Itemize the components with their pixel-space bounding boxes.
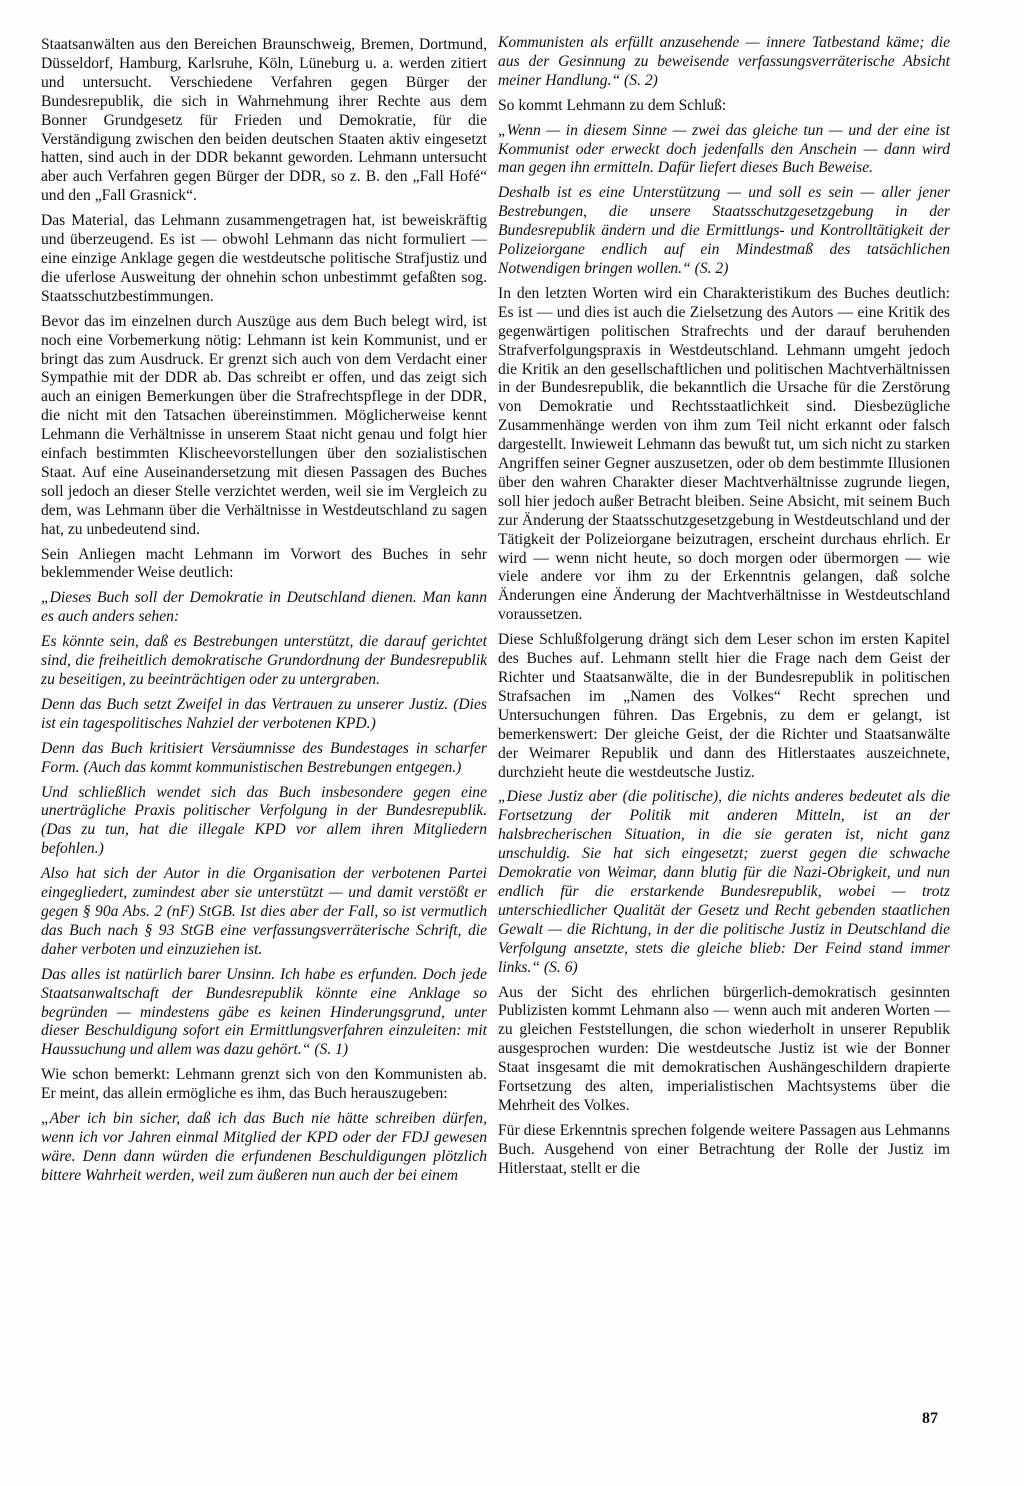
left-paragraph: Sein Anliegen macht Lehmann im Vorwort des Buches in sehr beklemmender Weise deutlich: <box>41 545 487 582</box>
right-column <box>498 34 950 1185</box>
left-quote-paragraph: Denn das Buch kritisiert Versäumnisse des Bundestages in scharfer Form. (Auch das kommt kommunistischen Bestrebungen entgegen.) <box>41 739 487 776</box>
right-paragraph: So kommt Lehmann zu dem Schluß: <box>498 96 727 114</box>
left-paragraph: Bevor das im einzelnen durch Auszüge aus dem Buch belegt wird, ist noch eine Vorbemerkung nötig: Lehmann ist kein Kommunist, und er bringt das zum Ausdruck. Er grenzt sich auch von dem Verdacht einer Sympathie mit der DDR ab. Das schreibt er offen, und das zeigt sich auch an einigen Bemerkungen über die Strafrechtspflege in der DDR, die nicht mit den Tatsachen übereinstimmen. Möglicherweise kennt Lehmann die Verhältnisse in unserem Staat nicht genau und folgt hier einfach bestimmten Klischeevorstellungen über den sozialistischen Staat. Auf eine Auseinandersetzung mit diesen Passagen des Buches soll jedoch an dieser Stelle verzichtet werden, weil sie im Vergleich zu dem, was Lehmann über die Verhältnisse in Westdeutschland zu sagen hat, zu unbedeutend sind. <box>41 312 487 538</box>
left-column <box>41 36 487 1192</box>
left-quote-paragraph: Es könnte sein, daß es Bestrebungen unterstützt, die darauf gerichtet sind, die freiheitlich demokratische Grundordnung der Bundesrepublik zu beseitigen, zu beeinträchtigen oder zu untergraben. <box>41 633 487 688</box>
right-quote-paragraph: „Diese Justiz aber (die politische), die nichts anderes bedeutet als die Fortsetzung der Politik mit anderen Mitteln, ist an der halsbrecherischen Situation, in die sie geraten ist, nicht ganz unschuldig. Sie hat sich eingesetzt; zuerst gegen die schwache Demokratie von Weimar, dann blutig für die Nazi-Obrigkeit, und nun endlich für die erstarkende Bundesrepublik, wobei — trotz unterschiedlicher Qualität der Gesetz und Recht gebenden staatlichen Gewalt — die Richtung, in der die politische Justiz in Deutschland die Verfolgung ansetzte, stets die gleiche blieb: Der Feind stand immer links.“ (S. 6) <box>498 788 950 976</box>
left-quote-paragraph: „Dieses Buch soll der Demokratie in Deutschland dienen. Man kann es auch anders sehen: <box>41 589 487 626</box>
left-quote-paragraph: Das alles ist natürlich barer Unsinn. Ich habe es erfunden. Doch jede Staatsanwaltschaft der Bundesrepublik könnte eine Anklage so begründen — mindestens gäbe es keinen Hinderungsgrund, unter dieser Beschuldigung sofort ein Ermittlungsverfahren einzuleiten: mit Haussuchung und allem was dazu gehört.“ (S. 1) <box>41 965 487 1059</box>
left-quote-paragraph: Denn das Buch setzt Zweifel in das Vertrauen zu unserer Justiz. (Dies ist ein tagespolitisches Nahziel der verbotenen KPD.) <box>41 695 487 732</box>
right-paragraph: Für diese Erkenntnis sprechen folgende weitere Passagen aus Lehmanns Buch. Ausgehend von einer Betrachtung der Rolle der Justiz im Hitlerstaat, stellt er die <box>498 1121 950 1177</box>
right-quote-paragraph: Kommunisten als erfüllt anzusehende — innere Tatbestand käme; die aus der Gesinnung zu beweisende verfassungsverräterische Absicht meiner Handlung.“ (S. 2) <box>498 34 950 89</box>
page-number: 87 <box>922 1410 938 1427</box>
left-paragraph: Das Material, das Lehmann zusammengetragen hat, ist beweiskräftig und überzeugend. Es ist — obwohl Lehmann das nicht formuliert — eine einzige Anklage gegen die westdeutsche politische Strafjustiz und die uferlose Ausweitung der ohnehin schon unbestimmt gefaßten sog. Staatsschutzbestimmungen. <box>41 212 487 305</box>
right-paragraph: In den letzten Worten wird ein Charakteristikum des Buches deutlich: Es ist — und dies ist auch die Zielsetzung des Autors — eine Kritik des gegenwärtigen politischen Strafrechts und der darauf beruhenden Strafverfolgungspraxis in Westdeutschland. Lehmann umgeht jedoch die Kritik an den gesellschaftlichen und politischen Machtverhältnissen in der Bundesrepublik, die bekanntlich die Ursache für die Zerstörung von Demokratie und Rechtsstaatlichkeit sind. Diesbezügliche Zusammenhänge werden von ihm zum Teil nicht erkannt oder falsch dargestellt. Inwieweit Lehmann das bewußt tut, um sich nicht zu starken Angriffen seiner Gegner auszusetzen, oder ob dem bestimmte Illusionen über den wahren Charakter dieser Machtverhältnisse zugrunde liegen, soll hier jedoch außer Betracht bleiben. Seine Absicht, mit seinem Buch zur Änderung der Staatsschutzgesetzgebung in Westdeutschland und der Tätigkeit der Polizeiorgane beizutragen, erscheint durchaus ehrlich. Er wird — wenn nicht heute, so doch morgen oder übermorgen — wie viele andere vor ihm zu der Erkenntnis gelangen, daß solche Änderungen eine Änderung der Machtverhältnisse in Westdeutschland voraussetzen. <box>498 284 950 624</box>
left-quote-paragraph: Also hat sich der Autor in die Organisation der verbotenen Partei eingegliedert, zumindest aber sie unterstützt — und damit verstößt er gegen § 90a Abs. 2 (nF) StGB. Ist dies aber der Fall, so ist vermutlich das Buch nach § 93 StGB eine verfassungsverräterische Schrift, die daher verboten und einzuziehen ist. <box>41 865 487 958</box>
left-paragraph: Wie schon bemerkt: Lehmann grenzt sich von den Kommunisten ab. Er meint, das allein ermögliche es ihm, das Buch herauszugeben: <box>41 1066 487 1103</box>
right-quote-paragraph: „Wenn — in diesem Sinne — zwei das gleiche tun — und der eine ist Kommunist oder erweckt doch jedenfalls den Anschein — dann wird man gegen ihn ermitteln. Dafür liefert dieses Buch Beweise. <box>498 121 950 177</box>
right-paragraph: Diese Schlußfolgerung drängt sich dem Leser schon im ersten Kapitel des Buches auf. Lehmann stellt hier die Frage nach dem Geist der Richter und Staatsanwälte, die in der Bundesrepublik in politischen Strafsachen im „Namen des Volkes“ Recht sprechen und Untersuchungen führen. Das Ergebnis, zu dem er gelangt, ist bemerkenswert: Der gleiche Geist, der die Richter und Staatsanwälte der Weimarer Republik und dann des Hitlerstaates auszeichnete, durchzieht heute die westdeutsche Justiz. <box>498 631 950 781</box>
left-quote-paragraph: Und schließlich wendet sich das Buch insbesondere gegen eine unerträgliche Praxis politischer Verfolgung in der Bundesrepublik. (Das zu tun, hat die illegale KPD vor allem ihren Mitgliedern befohlen.) <box>41 783 487 858</box>
right-paragraph: Aus der Sicht des ehrlichen bürgerlich-demokratisch gesinnten Publizisten kommt Lehmann also — wenn auch mit anderen Worten — zu gleichen Feststellungen, die schon wiederholt in unserer Republik ausgesprochen wurden: Die westdeutsche Justiz ist wie der Bonner Staat insgesamt die mit demokratischen Aushängeschildern drapierte Fortsetzung des alten, imperialistischen Machtsystems über die Mehrheit des Volkes. <box>498 983 950 1114</box>
left-quote-paragraph: „Aber ich bin sicher, daß ich das Buch nie hätte schreiben dürfen, wenn ich vor Jahren einmal Mitglied der KPD oder der FDJ gewesen wäre. Denn dann würden die erfundenen Beschuldigungen plötzlich bittere Wahrheit werden, weil zum äußeren nun auch der bei einem <box>41 1110 487 1184</box>
right-quote-paragraph: Deshalb ist es eine Unterstützung — und soll es sein — aller jener Bestrebungen, die unsere Staatsschutzgesetzgebung in der Bundesrepublik ändern und die Ermittlungs- und Kontrolltätigkeit der Polizeiorgane endlich auf ein Mindestmaß des tatsächlichen Notwendigen bringen wollen.“ (S. 2) <box>498 184 950 277</box>
left-paragraph: Staatsanwälten aus den Bereichen Braunschweig, Bremen, Dortmund, Düsseldorf, Hamburg, Karlsruhe, Köln, Lüneburg u. a. werden zitiert und untersucht. Verschiedene Verfahren gegen Bürger der Bundesrepublik, die sich in Wahrnehmung ihrer Rechte aus dem Bonner Grundgesetz für Frieden und Demokratie, für die Verständigung zwischen den beiden deutschen Staaten aktiv eingesetzt hatten, sind auch in der DDR bekannt geworden. Lehmann untersucht aber auch Verfahren gegen Bürger der DDR, so z. B. den „Fall Hofé“ und den „Fall Grasnick“. <box>41 36 487 205</box>
